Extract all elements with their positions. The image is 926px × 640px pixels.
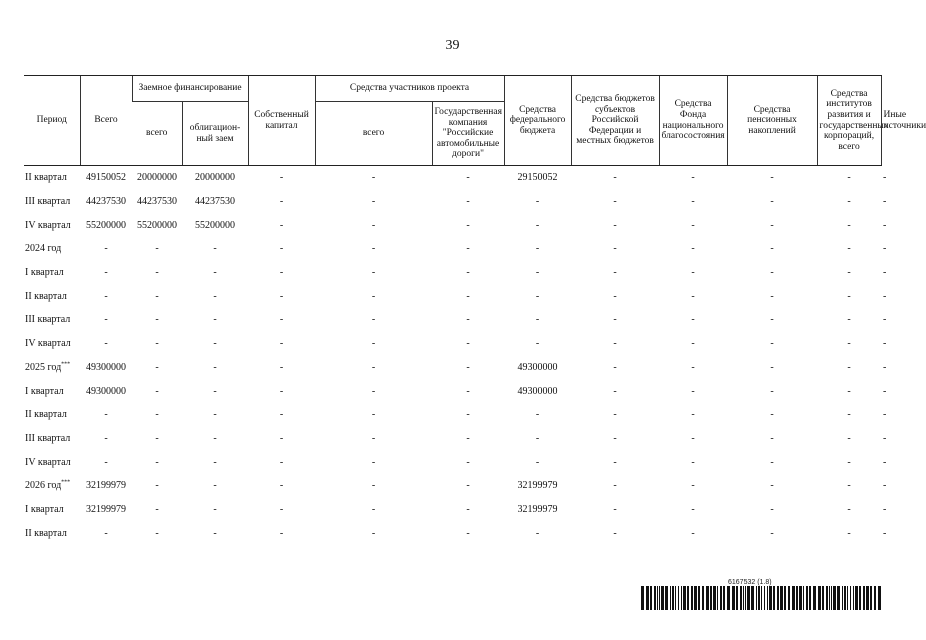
cell-value: - [155,361,159,373]
cell-value: - [535,409,540,421]
cell-value: - [371,314,376,326]
cell-value: - [847,243,851,255]
table-row: IV квартал - - - - - - - - - - - - [24,450,881,474]
cell-value: - [279,267,284,279]
header-institutes: Средства институтов развития и государственных корпораций, всего [817,76,881,166]
cell-value: - [613,338,617,350]
cell-value: - [847,196,851,208]
header-participants-company: Государственная компания "Российские автомобильные дороги" [432,102,504,166]
cell-value: - [613,172,617,184]
table-row: II квартал - - - - - - - - - - - - [24,284,881,308]
cell-value: - [535,338,540,350]
cell-value: - [691,314,695,326]
table-row: IV квартал 55200000 55200000 55200000 - - - - - - - - - [24,213,881,237]
cell-value: - [371,172,376,184]
cell-value: - [155,243,159,255]
cell-value: - [770,243,774,255]
cell-value: 32199979 [86,480,126,492]
cell-value: 44237530 [86,196,126,208]
table-row: II квартал - - - - - - - - - - - - [24,521,881,545]
header-total: Всего [80,76,132,166]
cell-value: - [691,385,695,397]
cell-value: - [466,456,470,468]
cell-value: - [213,385,217,397]
cell-value: - [770,432,774,444]
cell-value: - [155,456,159,468]
cell-value: - [613,314,617,326]
cell-value: - [691,527,695,539]
cell-value: - [279,432,284,444]
cell-value: - [535,456,540,468]
cell-value: - [847,361,851,373]
cell-period: III квартал [25,314,71,326]
cell-value: - [213,290,217,302]
cell-value: - [691,290,695,302]
table-body [24,166,887,546]
cell-value: - [371,338,376,350]
cell-value: - [155,527,159,539]
cell-value: - [770,267,774,279]
cell-value: - [371,290,376,302]
cell-period: II квартал [25,172,67,184]
cell-value: - [847,267,851,279]
cell-value: - [371,196,376,208]
cell-value: - [466,385,470,397]
cell-value: - [213,409,217,421]
table-row: I квартал - - - - - - - - - - - - [24,261,881,285]
cell-value: - [613,243,617,255]
cell-value: 32199979 [517,503,558,515]
cell-value: - [213,456,217,468]
cell-period: 2026 год*** [25,479,71,492]
cell-value: - [613,219,617,231]
page-number: 39 [445,38,460,53]
cell-value: - [155,290,159,302]
cell-value: - [770,338,774,350]
cell-value: - [371,243,376,255]
cell-value: - [466,267,470,279]
cell-value: 49300000 [517,385,558,397]
footnote-marker: *** [61,361,71,368]
cell-value: - [279,385,284,397]
cell-value: - [155,338,159,350]
cell-value: - [847,314,851,326]
cell-value: - [104,409,108,421]
cell-value: - [847,503,851,515]
cell-value: - [613,361,617,373]
cell-value: - [155,314,159,326]
cell-value: - [104,290,108,302]
cell-value: - [613,480,617,492]
cell-value: - [535,432,540,444]
header-borrowed-bond: облигацион-ный заем [182,102,248,166]
cell-period: I квартал [25,267,64,279]
cell-value: 49300000 [517,361,558,373]
cell-period: 2025 год*** [25,361,71,373]
cell-value: - [691,503,695,515]
cell-period: 2024 год [25,243,62,255]
cell-value: - [770,480,774,492]
cell-value: - [770,196,774,208]
cell-value: - [466,480,470,492]
document-code: 6167532 (1.8) [728,579,772,586]
cell-period: I квартал [25,385,64,397]
cell-value: - [770,503,774,515]
cell-value: - [770,290,774,302]
cell-value: - [279,219,284,231]
cell-value: - [371,267,376,279]
cell-value: 55200000 [137,219,177,231]
cell-value: - [613,267,617,279]
cell-value: 55200000 [195,219,235,231]
header-participants-total: всего [315,102,432,166]
header-borrowed-total: всего [132,102,182,166]
cell-value: - [104,267,108,279]
cell-value: - [155,432,159,444]
header-nwf: Средства Фонда национального благосостояния [659,76,727,166]
cell-value: - [371,456,376,468]
cell-value: - [847,432,851,444]
cell-value: - [691,456,695,468]
cell-value: - [279,314,284,326]
cell-value: - [770,172,774,184]
cell-value: - [691,219,695,231]
cell-value: 32199979 [517,480,558,492]
cell-value: - [535,196,540,208]
cell-value: - [847,385,851,397]
cell-value: - [466,409,470,421]
cell-value: - [466,338,470,350]
cell-value: - [847,172,851,184]
cell-value: - [104,432,108,444]
cell-value: - [770,456,774,468]
cell-value: - [371,432,376,444]
cell-value: - [155,385,159,397]
cell-value: - [371,527,376,539]
header-period: Период [24,76,80,166]
cell-value: - [279,409,284,421]
cell-value: - [535,267,540,279]
table-row: 2024 год - - - - - - - - - - - - [24,237,881,261]
cell-value: - [691,243,695,255]
cell-value: - [691,361,695,373]
cell-value: - [155,409,159,421]
cell-value: - [613,527,617,539]
header-borrowed: Заемное финансирование [132,76,248,102]
cell-value: - [371,480,376,492]
table-header: Период Всего Заемное финансирование Собственный капитал Средства участников проекта Средства федерального бюджета Средства бюджетов субъектов Российской Федерации и местных бюджетов Средства Фонда национального благосостояния Средства пенсионных накоплений Средства институтов развития и государственных корпораций, всего Иные источники всего облигацион-ный заем всего Государственная компания "Российские автомобильные дороги" [24,76,881,166]
cell-value: - [213,243,217,255]
cell-value: - [847,219,851,231]
cell-value: 20000000 [195,172,235,184]
cell-value: - [155,503,159,515]
cell-value: - [155,267,159,279]
header-participants: Средства участников проекта [315,76,504,102]
cell-value: - [213,267,217,279]
cell-value: - [535,219,540,231]
cell-value: - [213,432,217,444]
financing-table-container [24,75,926,545]
header-regional: Средства бюджетов субъектов Российской Федерации и местных бюджетов [571,76,659,166]
cell-value: - [535,290,540,302]
cell-value: 49150052 [86,172,126,184]
cell-value: - [371,409,376,421]
cell-value: - [847,527,851,539]
cell-value: - [104,243,108,255]
cell-value: - [279,456,284,468]
cell-value: - [279,527,284,539]
cell-value: - [213,361,217,373]
cell-value: - [155,480,159,492]
cell-value: 29150052 [517,172,558,184]
cell-value: - [104,314,108,326]
cell-value: - [613,432,617,444]
table-row: I квартал 49300000 - - - - - 49300000 - - - - - [24,379,881,403]
cell-value: 44237530 [137,196,177,208]
table-row: 2026 год*** 32199979 - - - - - 32199979 - - - - - [24,474,881,498]
cell-value: - [104,338,108,350]
barcode-icon [641,586,881,610]
cell-value: - [466,172,470,184]
cell-period: III квартал [25,196,71,208]
cell-value: - [279,361,284,373]
cell-value: - [466,290,470,302]
cell-value: - [613,456,617,468]
cell-value: - [104,527,108,539]
cell-value: - [613,196,617,208]
cell-value: - [770,361,774,373]
cell-value: - [691,432,695,444]
header-pension: Средства пенсионных накоплений [727,76,817,166]
cell-value: - [279,480,284,492]
cell-value: - [279,196,284,208]
cell-period: II квартал [25,527,67,539]
financing-table [24,75,926,545]
cell-value: - [213,314,217,326]
cell-period: IV квартал [25,338,71,350]
cell-value: - [371,503,376,515]
cell-value: - [466,219,470,231]
footnote-marker: *** [61,479,71,486]
cell-value: - [466,432,470,444]
cell-value: - [613,503,617,515]
cell-value: - [279,338,284,350]
cell-value: 49300000 [86,361,126,373]
cell-value: - [691,267,695,279]
cell-value: - [535,314,540,326]
cell-value: - [847,409,851,421]
table-row: II квартал 49150052 20000000 20000000 - - - 29150052 - - - - - [24,166,881,190]
cell-period: II квартал [25,409,67,421]
cell-value: - [466,314,470,326]
cell-value: - [770,385,774,397]
cell-value: - [691,409,695,421]
header-equity: Собственный капитал [248,76,315,166]
cell-value: - [847,338,851,350]
cell-value: - [279,503,284,515]
cell-value: - [613,409,617,421]
cell-value: - [847,290,851,302]
cell-value: - [535,527,540,539]
cell-value: - [691,480,695,492]
cell-value: - [691,172,695,184]
cell-value: - [213,503,217,515]
cell-value: - [213,338,217,350]
cell-value: 49300000 [86,385,126,397]
cell-value: - [466,503,470,515]
cell-value: - [213,480,217,492]
table-row: IV квартал - - - - - - - - - - - - [24,332,881,356]
cell-value: - [466,243,470,255]
cell-value: - [847,456,851,468]
table-row: 2025 год*** 49300000 - - - - - 49300000 - - - - - [24,356,881,380]
table-row: I квартал 32199979 - - - - - 32199979 - - - - - [24,498,881,522]
cell-value: - [466,361,470,373]
cell-value: - [279,243,284,255]
cell-value: - [466,196,470,208]
table-row: III квартал 44237530 44237530 44237530 - - - - - - - - - [24,190,881,214]
cell-period: IV квартал [25,219,71,231]
cell-value: - [466,527,470,539]
cell-value: - [770,409,774,421]
cell-value: - [371,361,376,373]
cell-period: II квартал [25,290,67,302]
cell-value: - [371,219,376,231]
cell-period: IV квартал [25,456,71,468]
header-federal: Средства федерального бюджета [504,76,571,166]
cell-value: - [770,219,774,231]
cell-period: I квартал [25,503,64,515]
cell-value: - [279,290,284,302]
cell-value: 20000000 [137,172,177,184]
cell-value: - [691,196,695,208]
cell-period: III квартал [25,432,71,444]
table-row: III квартал - - - - - - - - - - - - [24,427,881,451]
cell-value: 55200000 [86,219,126,231]
table-row: III квартал - - - - - - - - - - - - [24,308,881,332]
cell-value: 44237530 [195,196,235,208]
cell-value: - [770,527,774,539]
cell-value: - [213,527,217,539]
cell-value: - [535,243,540,255]
cell-value: - [371,385,376,397]
table-row: II квартал - - - - - - - - - - - - [24,403,881,427]
cell-value: - [104,456,108,468]
cell-value: - [613,385,617,397]
cell-value: - [691,338,695,350]
cell-value: 32199979 [86,503,126,515]
cell-value: - [613,290,617,302]
cell-value: - [279,172,284,184]
cell-value: - [847,480,851,492]
cell-value: - [770,314,774,326]
